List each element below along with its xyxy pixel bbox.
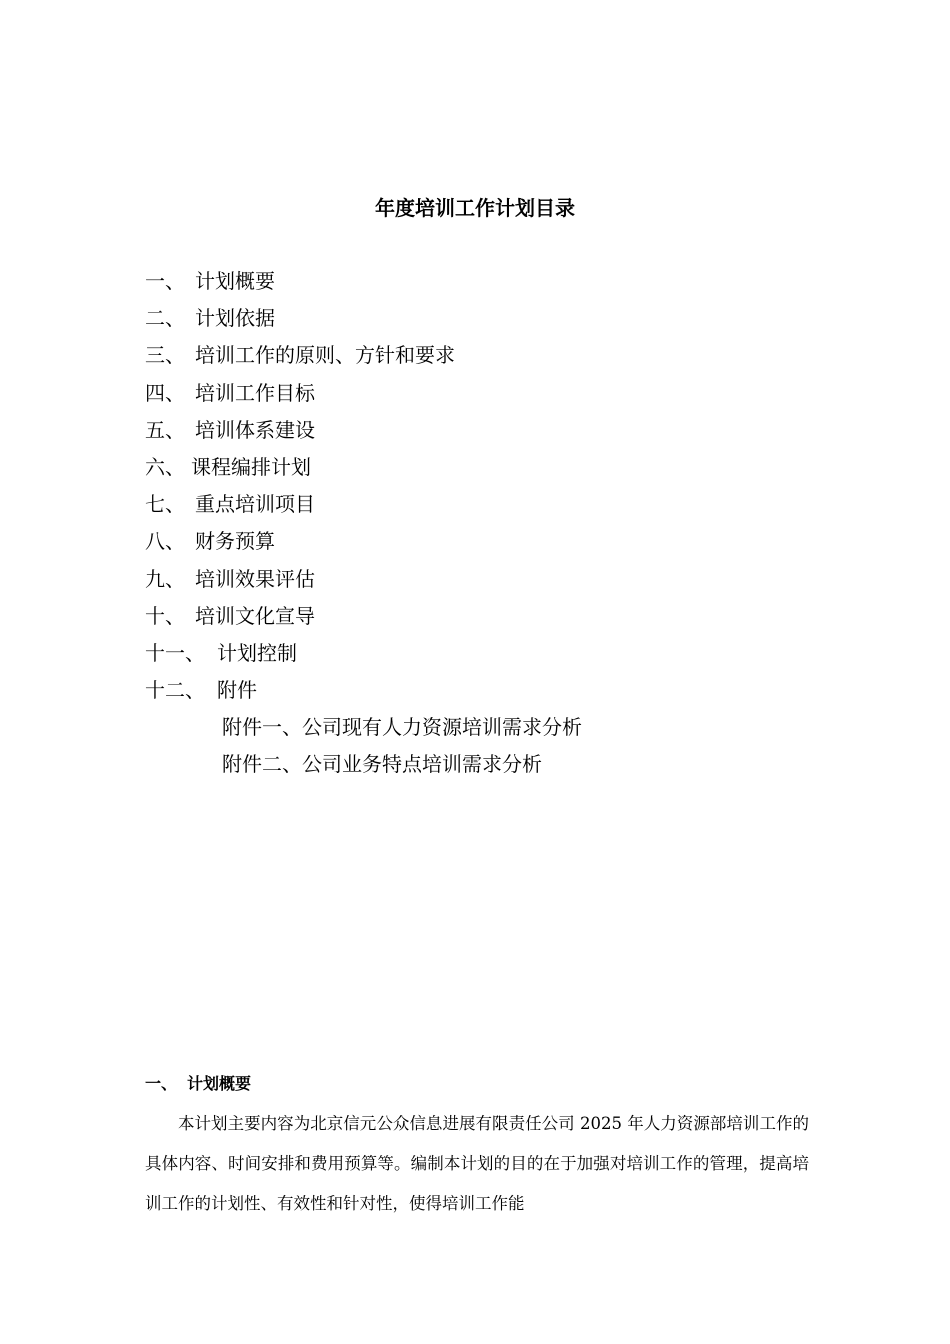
toc-label: 重点培训项目 (195, 492, 315, 517)
toc-item-10 (145, 598, 582, 635)
toc-number: 三、 (145, 343, 185, 368)
toc-label: 培训文化宣导 (195, 603, 315, 628)
toc-number: 二、 (145, 306, 185, 331)
toc-label: 附件 (217, 678, 257, 703)
toc-label: 课程编排计划 (191, 454, 311, 479)
toc-number: 七、 (145, 492, 185, 517)
toc-label: 计划概要 (195, 269, 275, 293)
toc-number: 十二、 (145, 678, 205, 703)
toc-item-2 (145, 300, 582, 337)
section-paragraph: 本计划主要内容为北京信元公众信息进展有限责任公司 2025 年人力资源部培训工作的具体内容、时间安排和费用预算等。编制本计划的目的在于加强对培训工作的管理，提高培训工作的计划性、有效性和针对性，使得培训工作能 (145, 1114, 809, 1213)
toc-number: 八、 (145, 529, 185, 554)
toc-label: 财务预算 (195, 529, 275, 554)
toc-item-5 (145, 412, 582, 449)
toc-label: 培训体系建设 (195, 417, 315, 442)
toc-appendix-1: 附件一、公司现有人力资源培训需求分析 (222, 715, 582, 740)
toc-label: 培训工作的原则、方针和要求 (195, 343, 455, 368)
toc-number: 九、 (145, 566, 185, 591)
toc-number: 一、 (145, 269, 185, 293)
toc-item-4 (145, 375, 582, 412)
section-number: 一、 (145, 1074, 178, 1093)
toc-item-12 (145, 672, 582, 709)
toc-item-7 (145, 486, 582, 523)
document-title: 年度培训工作计划目录 (375, 196, 575, 220)
toc-number: 五、 (145, 417, 185, 442)
toc-item-3 (145, 337, 582, 374)
section-title: 计划概要 (187, 1074, 252, 1093)
toc-item-1 (145, 263, 582, 300)
toc-item-11 (145, 635, 582, 672)
table-of-contents (145, 263, 582, 784)
toc-label: 计划依据 (195, 306, 275, 331)
toc-item-6 (145, 449, 582, 486)
section-plan-overview (145, 1068, 809, 1224)
section-heading (145, 1068, 809, 1100)
toc-number: 十、 (145, 603, 185, 628)
toc-appendix-2: 附件二、公司业务特点培训需求分析 (222, 752, 542, 777)
toc-item-9 (145, 561, 582, 598)
toc-number: 六、 (145, 454, 185, 479)
toc-label: 培训工作目标 (195, 380, 315, 405)
toc-label: 培训效果评估 (195, 566, 315, 591)
toc-number: 四、 (145, 380, 185, 405)
toc-label: 计划控制 (217, 640, 297, 665)
toc-number: 十一、 (145, 640, 205, 665)
toc-item-8 (145, 523, 582, 560)
